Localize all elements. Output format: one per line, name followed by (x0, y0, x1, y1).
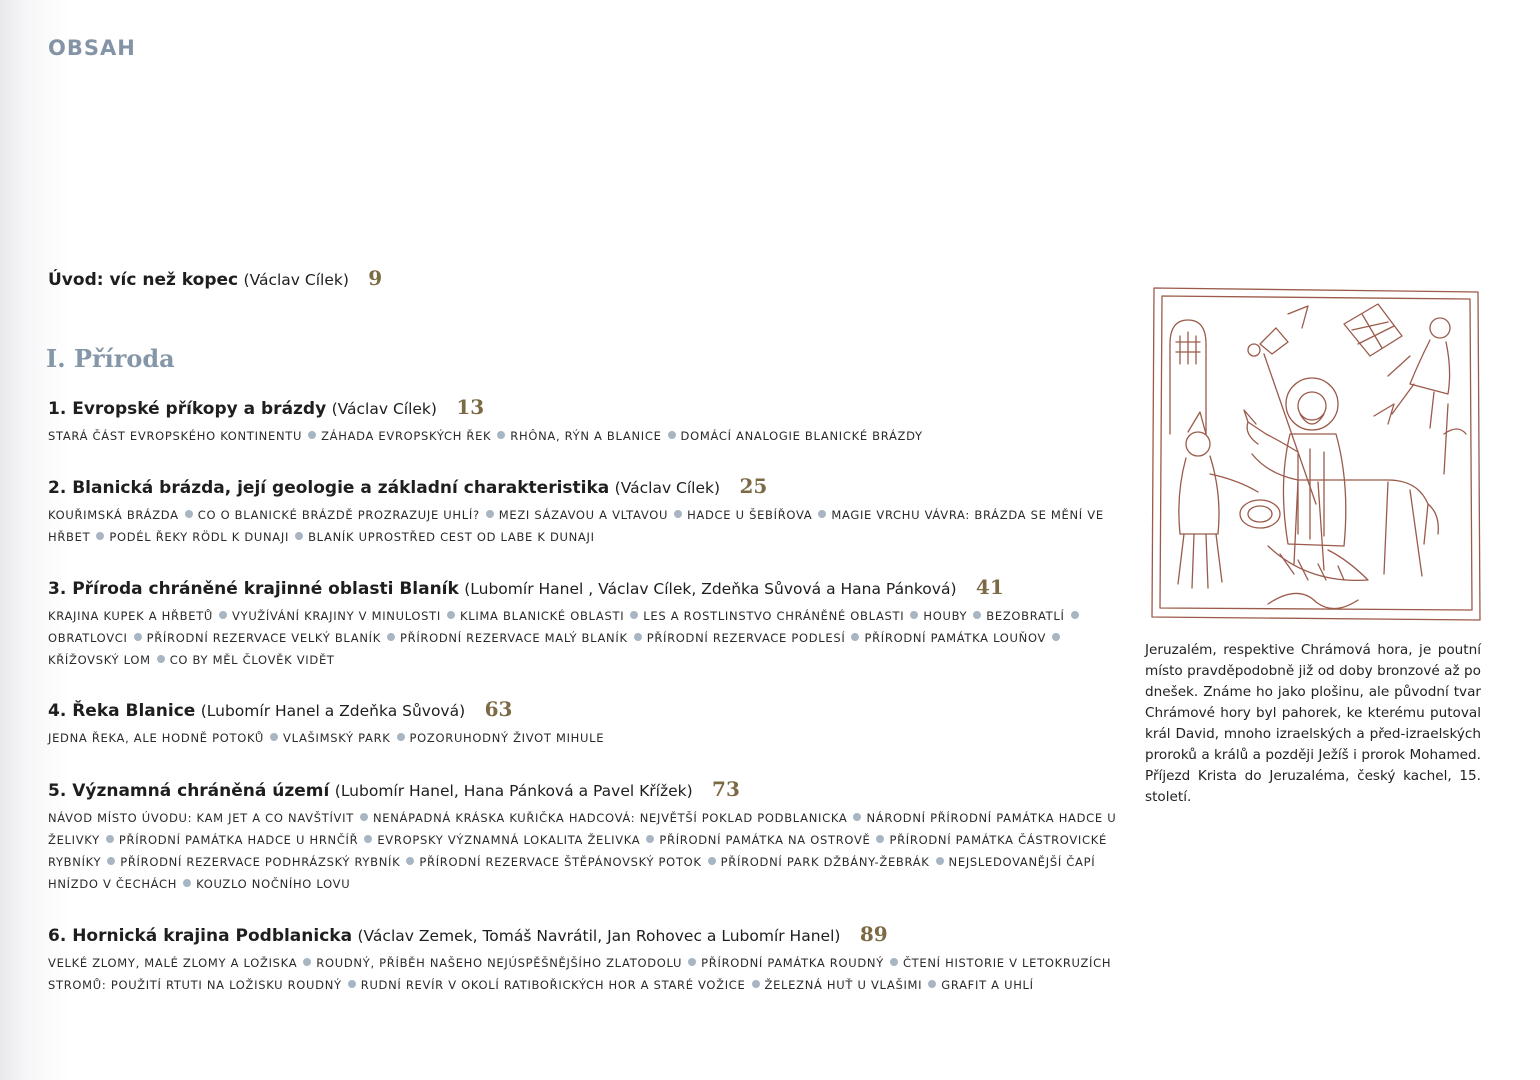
chapter-6 (48, 922, 1123, 996)
chapter-head (48, 697, 1123, 723)
bullet-separator (303, 958, 311, 966)
bullet-separator (936, 857, 944, 865)
contents-heading: OBSAH (48, 36, 136, 60)
bullet-separator (486, 510, 494, 518)
topic-item: BLANÍK UPROSTŘED CEST OD LABE K DUNAJI (308, 530, 595, 544)
illustration-caption: Jeruzalém, respektive Chrámová hora, je poutní místo pravděpodobně již od doby bronzové až po dnešek. Známe ho jako plošinu, ale původní tvar Chrámové hory byl pahorek, ke kterému putoval král David, mnoho izraelských a před-izraelských proroků a králů a později Ježíš i prorok Mohamed. Příjezd Krista do Jeruzaléma, český kachel, 15. století. (1145, 642, 1481, 805)
bullet-separator (387, 633, 395, 641)
bullet-separator (674, 510, 682, 518)
intro-entry (48, 266, 382, 290)
topic-item: GRAFIT A UHLÍ (941, 978, 1034, 992)
topic-item: VLAŠIMSKÝ PARK (283, 731, 391, 745)
topic-item: CO BY MĚL ČLOVĚK VIDĚT (169, 653, 335, 667)
topic-item: PŘÍRODNÍ REZERVACE VELKÝ BLANÍK (146, 631, 381, 645)
bullet-separator (270, 733, 278, 741)
bullet-separator (106, 835, 114, 843)
topic-item: ČTENÍ HISTORIE V LETOKRUZÍCH STROMŮ: POUŽITÍ RTUTI NA LOŽISKU ROUDNÝ (48, 956, 1112, 992)
bullet-separator (910, 611, 918, 619)
bullet-separator (752, 980, 760, 988)
bullet-separator (96, 532, 104, 540)
chapter-4 (48, 697, 1123, 749)
topic-item: ROUDNÝ, PŘÍBĚH NAŠEHO NEJÚSPĚŠNĚJŠÍHO ZLATODOLU (316, 956, 683, 970)
topic-item: PŘÍRODNÍ PAMÁTKA NA OSTROVĚ (659, 833, 871, 847)
chapter-authors: (Lubomír Hanel a Zdeňka Sůvová) (200, 702, 466, 720)
chapter-page-number: 73 (712, 777, 740, 801)
bullet-separator (851, 633, 859, 641)
intro-authors: (Václav Cílek) (243, 271, 349, 289)
bullet-separator (1052, 633, 1060, 641)
chapter-topics (48, 727, 1123, 749)
bullet-separator (668, 431, 676, 439)
chapter-page-number: 63 (484, 697, 513, 721)
topic-item: PŘÍRODNÍ PAMÁTKA ČÁSTROVICKÉ RYBNÍKY (48, 833, 1107, 869)
topic-item: BEZOBRATLÍ (986, 609, 1065, 623)
bullet-separator (1071, 611, 1079, 619)
chapter-title: 3. Příroda chráněné krajinné oblasti Blaník (48, 579, 459, 599)
bullet-separator (360, 813, 368, 821)
topic-item: PŘÍRODNÍ PAMÁTKA HADCE U HRNČÍŘ (118, 833, 359, 847)
chapter-authors: (Lubomír Hanel, Hana Pánková a Pavel Křížek) (334, 782, 693, 800)
topic-item: VYUŽÍVÁNÍ KRAJINY V MINULOSTI (232, 609, 441, 623)
topic-item: HADCE U ŠEBÍŘOVA (687, 508, 813, 522)
bullet-separator (157, 655, 165, 663)
bullet-separator (406, 857, 414, 865)
bullet-separator (364, 835, 372, 843)
bullet-separator (818, 510, 826, 518)
topic-item: ŽELEZNÁ HUŤ U VLAŠIMI (764, 978, 923, 992)
bullet-separator (185, 510, 193, 518)
topic-item: RUDNÍ REVÍR V OKOLÍ RATIBOŘICKÝCH HOR A STARÉ VOŽICE (360, 978, 746, 992)
bullet-separator (397, 733, 405, 741)
bullet-separator (890, 958, 898, 966)
chapter-2 (48, 474, 1123, 548)
topic-item: KOUŘIMSKÁ BRÁZDA (48, 508, 179, 522)
chapter-page-number: 41 (975, 575, 1004, 599)
topic-item: MAGIE VRCHU VÁVRA: BRÁZDA SE MĚNÍ VE HŘBET (48, 508, 1104, 544)
topic-item: PŘÍRODNÍ REZERVACE PODHRÁZSKÝ RYBNÍK (120, 855, 401, 869)
chapter-topics (48, 952, 1123, 996)
topic-item: ZÁHADA EVROPSKÝCH ŘEK (321, 429, 492, 443)
bullet-separator (876, 835, 884, 843)
chapter-title: 4. Řeka Blanice (48, 701, 196, 721)
bullet-separator (630, 611, 638, 619)
topic-item: HOUBY (923, 609, 968, 623)
chapter-authors: (Václav Cílek) (331, 400, 437, 418)
bullet-separator (708, 857, 716, 865)
topic-item: DOMÁCÍ ANALOGIE BLANICKÉ BRÁZDY (680, 429, 923, 443)
chapter-head (48, 474, 1123, 500)
topic-item: NÁVOD MÍSTO ÚVODU: KAM JET A CO NAVŠTÍVIT (48, 811, 354, 825)
topic-item: PODÉL ŘEKY RÖDL K DUNAJI (109, 530, 290, 544)
bullet-separator (219, 611, 227, 619)
chapter-topics (48, 807, 1123, 895)
chapter-authors: (Lubomír Hanel , Václav Cílek, Zdeňka Sůvová a Hana Pánková) (464, 580, 957, 598)
topic-item: PŘÍRODNÍ REZERVACE PODLESÍ (646, 631, 846, 645)
topic-item: KRAJINA KUPEK A HŘBETŮ (48, 609, 214, 623)
chapter-head (48, 575, 1123, 601)
topic-item: NÁRODNÍ PŘÍRODNÍ PAMÁTKA HADCE U ŽELIVKY (48, 811, 1117, 847)
bullet-separator (183, 879, 191, 887)
topic-item: NEJSLEDOVANĚJŠÍ ČAPÍ HNÍZDO V ČECHÁCH (48, 855, 1096, 891)
topic-item: MEZI SÁZAVOU A VLTAVOU (498, 508, 669, 522)
bullet-separator (928, 980, 936, 988)
chapter-page-number: 13 (456, 395, 485, 419)
topic-item: LES A ROSTLINSTVO CHRÁNĚNÉ OBLASTI (643, 609, 905, 623)
chapter-topics (48, 605, 1123, 671)
bullet-separator (853, 813, 861, 821)
bullet-separator (688, 958, 696, 966)
bullet-separator (497, 431, 505, 439)
chapter-3 (48, 575, 1123, 671)
medieval-tile-drawing-icon (1148, 284, 1484, 624)
chapter-title: 1. Evropské příkopy a brázdy (48, 399, 327, 419)
topic-item: JEDNA ŘEKA, ALE HODNĚ POTOKŮ (48, 731, 264, 745)
chapter-title: 2. Blanická brázda, její geologie a základní charakteristika (48, 478, 610, 498)
intro-title: Úvod: víc než kopec (48, 270, 239, 290)
bullet-separator (295, 532, 303, 540)
topic-item: PŘÍRODNÍ REZERVACE MALÝ BLANÍK (400, 631, 628, 645)
chapter-head (48, 395, 1123, 421)
bullet-separator (134, 633, 142, 641)
chapter-authors: (Václav Cílek) (614, 479, 721, 497)
topic-item: EVROPSKY VÝZNAMNÁ LOKALITA ŽELIVKA (377, 833, 641, 847)
chapter-title: 6. Hornická krajina Podblanicka (48, 926, 353, 946)
topic-item: KŘÍŽOVSKÝ LOM (48, 653, 151, 667)
bullet-separator (973, 611, 981, 619)
topic-item: VELKÉ ZLOMY, MALÉ ZLOMY A LOŽISKA (48, 956, 298, 970)
bullet-separator (348, 980, 356, 988)
bullet-separator (646, 835, 654, 843)
topic-item: STARÁ ČÁST EVROPSKÉHO KONTINENTU (48, 429, 303, 443)
topic-item: OBRATLOVCI (48, 631, 128, 645)
chapter-5 (48, 777, 1123, 895)
chapter-page-number: 89 (859, 922, 888, 946)
bullet-separator (308, 431, 316, 439)
part-title: I. Příroda (46, 344, 175, 373)
bullet-separator (634, 633, 642, 641)
topic-item: PŘÍRODNÍ PAMÁTKA LOUŇOV (864, 631, 1047, 645)
chapter-authors: (Václav Zemek, Tomáš Navrátil, Jan Rohovec a Lubomír Hanel) (357, 927, 841, 945)
topic-item: POZORUHODNÝ ŽIVOT MIHULE (409, 731, 605, 745)
topic-item: CO O BLANICKÉ BRÁZDĚ PROZRAZUJE UHLÍ? (197, 508, 480, 522)
chapter-head (48, 922, 1123, 948)
chapter-1 (48, 395, 1123, 447)
bullet-separator (447, 611, 455, 619)
bullet-separator (107, 857, 115, 865)
topic-item: KLIMA BLANICKÉ OBLASTI (460, 609, 625, 623)
topic-item: PŘÍRODNÍ REZERVACE ŠTĚPÁNOVSKÝ POTOK (419, 855, 702, 869)
intro-page-number: 9 (368, 266, 383, 290)
chapter-title: 5. Významná chráněná území (48, 781, 330, 801)
topic-item: NENÁPADNÁ KRÁSKA KUŘIČKA HADCOVÁ: NEJVĚTŠÍ POKLAD PODBLANICKA (372, 811, 848, 825)
topic-item: PŘÍRODNÍ PAMÁTKA ROUDNÝ (701, 956, 884, 970)
topic-item: RHÔNA, RÝN A BLANICE (510, 429, 662, 443)
chapter-topics (48, 425, 1123, 447)
chapter-head (48, 777, 1123, 803)
chapter-page-number: 25 (739, 474, 768, 498)
chapter-topics (48, 504, 1123, 548)
topic-item: KOUZLO NOČNÍHO LOVU (196, 877, 351, 891)
topic-item: PŘÍRODNÍ PARK DŽBÁNY-ŽEBRÁK (720, 855, 930, 869)
